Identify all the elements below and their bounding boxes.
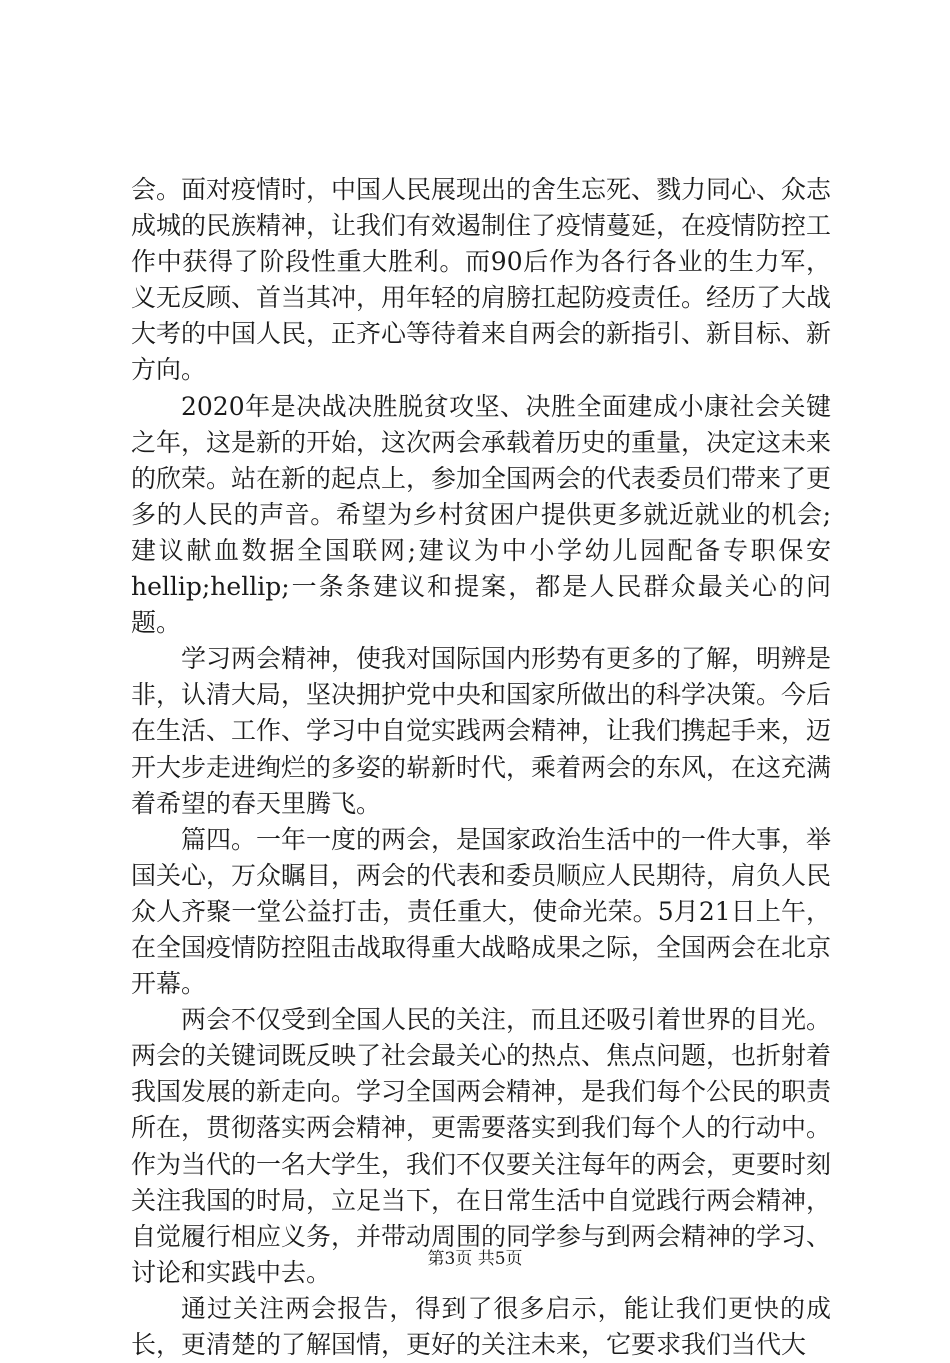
page-footer: 第3页 共5页 <box>427 1249 523 1269</box>
document-body <box>131 172 831 1363</box>
paragraph-6: 通过关注两会报告，得到了很多启示，能让我们更快的成长，更清楚的了解国情，更好的关注未来，它要求我们当代大 <box>131 1293 831 1359</box>
paragraph-3: 学习两会精神，使我对国际国内形势有更多的了解，明辨是非，认清大局，坚决拥护党中央和国家所做出的科学决策。今后在生活、工作、学习中自觉实践两会精神，让我们携起手来，迈开大步走进绚烂的多姿的崭新时代，乘着两会的东风，在这充满着希望的春天里腾飞。 <box>131 644 832 818</box>
paragraph-4: 篇四。一年一度的两会，是国家政治生活中的一件大事，举国关心，万众瞩目，两会的代表和委员顺应人民期待，肩负人民众人齐聚一堂公益打击，责任重大，使命光荣。5月21日上午，在全国疫情防控阻击战取得重大战略成果之际，全国两会在北京开幕。 <box>131 824 832 999</box>
paragraph-5: 两会不仅受到全国人民的关注，而且还吸引着世界的目光。两会的关键词既反映了社会最关心的热点、焦点问题，也折射着我国发展的新走向。学习全国两会精神，是我们每个公民的职责所在，贯彻落实两会精神，更需要落实到我们每个人的行动中。作为当代的一名大学生，我们不仅要关注每年的两会，更要时刻关注我国的时局，立足当下，在日常生活中自觉践行两会精神，自觉履行相应义务，并带动周围的同学参与到两会精神的学习、讨论和实践中去。 <box>131 1005 832 1287</box>
paragraph-2: 2020年是决战决胜脱贫攻坚、决胜全面建成小康社会关键之年，这是新的开始，这次两会承载着历史的重量，决定这未来的欣荣。站在新的起点上，参加全国两会的代表委员们带来了更多的人民的声音。希望为乡村贫困户提供更多就近就业的机会;建议献血数据全国联网;建议为中小学幼儿园配备专职保安hellip;hellip;一条条建议和提案，都是人民群众最关心的问题。 <box>131 391 832 638</box>
paragraph-1: 会。面对疫情时，中国人民展现出的舍生忘死、戮力同心、众志成城的民族精神，让我们有效遏制住了疫情蔓延，在疫情防控工作中获得了阶段性重大胜利。而90后作为各行各业的生力军，义无反顾、首当其冲，用年轻的肩膀扛起防疫责任。经历了大战大考的中国人民，正齐心等待着来自两会的新指引、新目标、新方向。 <box>131 175 832 385</box>
